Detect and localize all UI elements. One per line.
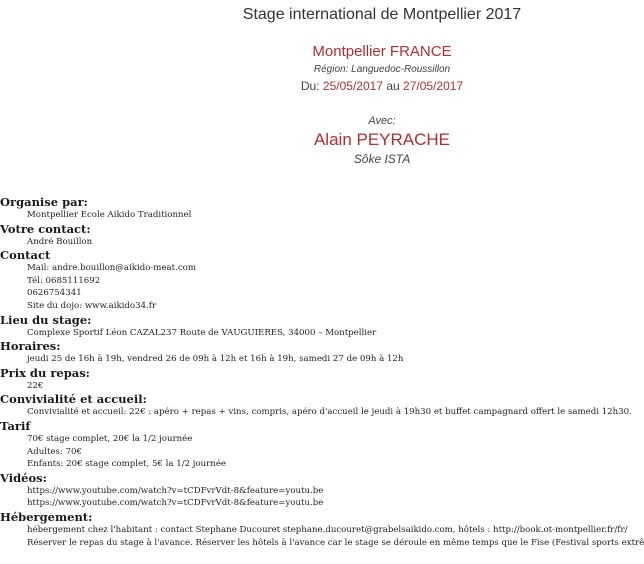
avec-label: Avec: (368, 115, 396, 127)
aikido-photo (8, 2, 183, 174)
event-region: Région: Languedoc-Roussillon (313, 64, 451, 75)
teacher-rank: Sôke ISTA (353, 152, 411, 166)
section-heading-hebergement: Hébergement: (0, 509, 93, 524)
section-heading-horaires: Horaires: (0, 339, 61, 354)
section-heading-contact: Contact (0, 248, 51, 263)
section-heading-votre-contact: Votre contact: (0, 221, 91, 236)
tarif-line: Enfants: 20€ stage complet, 5€ la 1/2 journée (27, 459, 226, 470)
section-body-votre-contact (0, 236, 549, 249)
organiser-name: Montpellier Ecole Aikido Traditionnel (27, 210, 192, 220)
event-title-block (215, 0, 549, 166)
date-separator: au (386, 79, 400, 93)
section-heading-tarif: Tarif (0, 418, 31, 433)
contact-phone-2: 0626754341 (27, 288, 82, 299)
section-body-prix (0, 380, 549, 393)
convivialite-text: Convivialité et accueil: 22€ : apéro + repas + vins, compris, apéro d'accueil le jeudi à 19h30 et buffet campagnard offert le samedi 12h30. (27, 407, 632, 418)
section-heading-prix: Prix du repas: (0, 365, 90, 380)
section-body-horaires (0, 353, 549, 366)
tarif-line: 70€ stage complet, 20€ la 1/2 journée (27, 433, 193, 444)
video-link[interactable]: https://www.youtube.com/watch?v=tCDFvrVdt-8&feature=youtu.be (27, 485, 324, 496)
contact-mail[interactable]: Mail: andre.bouillon@aikido-meat.com (27, 263, 196, 274)
schedule-text: jeudi 25 de 16h à 19h, vendred 26 de 09h à 12h et 16h à 19h, samedi 27 de 09h à 12h (27, 354, 404, 365)
hebergement-line: Réserver le repas du stage à l'avance. Réserver les hôtels à l'avance car le stage se déroule en même temps que le Fise (Festival sports extrê (27, 537, 644, 548)
section-body-lieu (0, 327, 549, 340)
date-end: 27/05/2017 (403, 79, 464, 93)
contact-phone: Tél: 0685111692 (27, 275, 101, 286)
event-location: Montpellier FRANCE (312, 43, 452, 60)
aikido-photo-image (8, 2, 183, 174)
section-body-organise (0, 209, 549, 222)
event-header (0, 0, 549, 200)
hebergement-line: hébergement chez l'habitant : contact Stephane Ducouret stephane.ducouret@grabelsaikido.com, hôtels : http://book.ot-montpellier.fr/fr/ (27, 524, 628, 535)
contact-name: André Bouillon (27, 236, 93, 247)
tarif-line: Adultes: 70€ (27, 446, 82, 457)
event-dates (215, 79, 549, 93)
meal-price: 22€ (27, 380, 44, 391)
section-body-convivialite (0, 406, 632, 419)
section-body-videos (0, 485, 549, 510)
video-link[interactable]: https://www.youtube.com/watch?v=tCDFvrVdt-8&feature=youtu.be (27, 498, 324, 509)
section-heading-lieu: Lieu du stage: (0, 312, 92, 327)
section-body-hebergement (0, 524, 644, 549)
section-heading-convivialite: Convivialité et accueil: (0, 392, 147, 407)
section-body-contact (0, 262, 549, 312)
section-heading-organise: Organise par: (0, 195, 88, 209)
date-prefix: Du: (300, 79, 320, 93)
section-body-tarif (0, 433, 549, 471)
date-start: 25/05/2017 (322, 79, 383, 93)
venue-address: Complexe Sportif Léon CAZAL237 Route de VAUGUIERES, 34000 – Montpellier (27, 327, 377, 338)
event-details (0, 195, 644, 549)
section-heading-videos: Vidéos: (0, 470, 47, 485)
event-title: Stage international de Montpellier 2017 (242, 6, 522, 23)
teacher-name: Alain PEYRACHE (313, 130, 451, 149)
contact-website[interactable]: Site du dojo: www.aikido34.fr (27, 300, 157, 311)
